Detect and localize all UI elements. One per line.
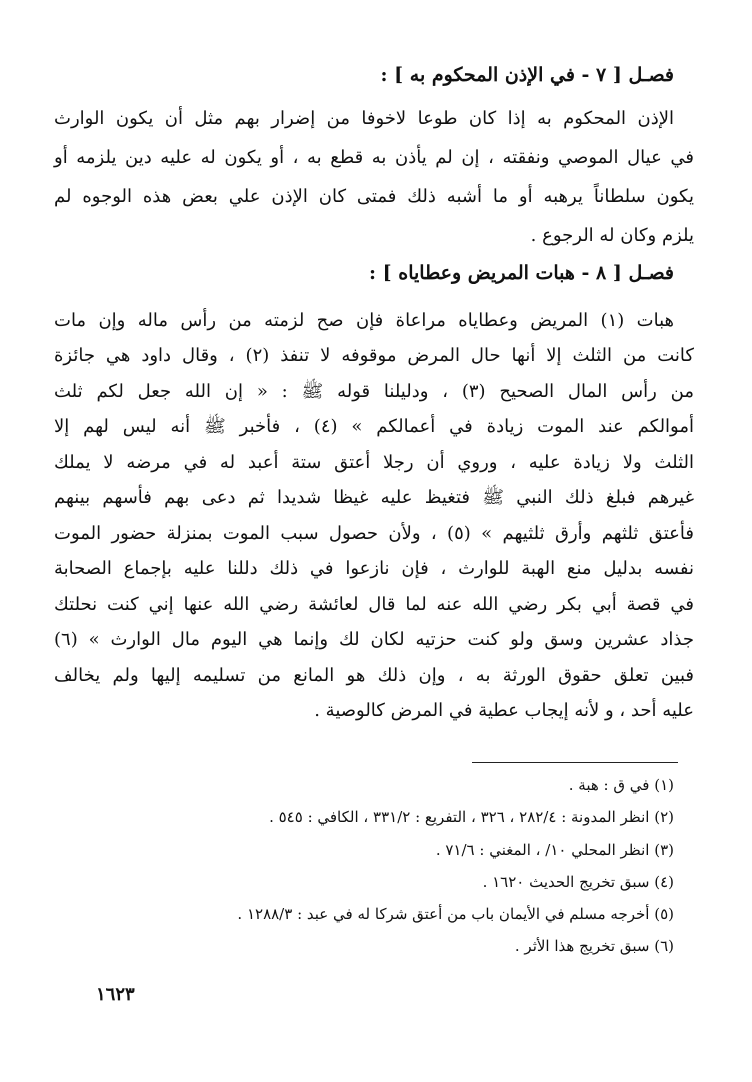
footnote-6: (٦) سبق تخريج هذا الأثر . [514,937,674,955]
section-7-line-1: الإذن المحكوم به إذا كان طوعا لاخوفا من إضرار بهم مثل أن يكون الوارث [54,108,674,129]
section-8-line-1: هبات (١) المريض وعطاياه مراعاة فإن صح لزمته من رأس ماله وإن مات [54,310,674,331]
section-8-line-6: غيرهم فبلغ ذلك النبي ﷺ فتغيظ عليه غيظا شديدا ثم دعى بهم فأسهم بينهم [54,487,694,508]
section-8-line-3: من رأس المال الصحيح (٣) ، ودليلنا قوله ﷺ : « إن الله جعل لكم ثلث [54,381,695,402]
section-7-line-4: يلزم وكان له الرجوع . [530,225,694,246]
section-8-line-4: أموالكم عند الموت زيادة في أعمالكم » (٤) ، فأخبر ﷺ أنه ليس لهم إلا [54,416,694,437]
section-8-line-12: عليه أحد ، و لأنه إيجاب عطية في المرض كالوصية . [314,700,694,721]
footnote-separator [472,762,678,763]
section-8-line-9: في قصة أبي بكر رضي الله عنه لما قال لعائشة رضي الله عنها إني كنت نحلتك [54,594,694,615]
section-8-line-8: نفسه بدليل منع الهبة للوارث ، فإن نازعوا في ذلك دللنا عليه بإجماع الصحابة [54,558,694,579]
section-8-line-2: كانت من الثلث إلا أنها حال المرض موقوفه لا تنفذ (٢) ، وقال داود هي جائزة [54,345,694,366]
section-8-line-10: جذاد عشرين وسق ولو كنت حزتيه لكان لك وإنما هي اليوم مال الوارث » (٦) [54,629,694,650]
footnote-4: (٤) سبق تخريج الحديث ١٦٢٠ . [482,873,674,891]
footnote-1: (١) في ق : هبة . [568,776,674,794]
section-7-line-3: يكون سلطاناً يرهبه أو ما أشبه ذلك فمتى كان الإذن علي بعض هذه الوجوه لم [54,186,694,207]
section-7-line-2: في عيال الموصي ونفقته ، إن لم يأذن به قطع به ، أو يكون له عليه دين يلزمه أو [54,147,694,168]
footnote-2: (٢) انظر المدونة : ٢٨٢/٤ ، ٣٢٦ ، التفريع : ٣٣١/٢ ، الكافي : ٥٤٥ . [269,808,674,826]
section-8-line-7: فأعتق ثلثهم وأرق ثلثيهم » (٥) ، ولأن حصول سبب الموت بمنزلة حضور الموت [54,523,694,544]
footnote-3: (٣) انظر المحلي ١٠/ ، المغني : ٧١/٦ . [435,841,674,859]
section-8-line-11: فبين تعلق حقوق الورثة به ، وإن ذلك هو المانع من تسليمه إليها ولم يخالف [54,665,694,686]
section-8-line-5: الثلث ولا زيادة عليه ، وروي أن رجلا أعتق ستة أعبد له في مرضه لا يملك [54,452,694,473]
page-number: ١٦٢٣ [96,984,135,1005]
section-heading-8: فصـل [ ٨ - هبات المريض وعطاياه ] : [369,262,674,284]
footnote-5: (٥) أخرجه مسلم في الأيمان باب من أعتق شركا له في عبد : ١٢٨٨/٣ . [237,905,674,923]
section-heading-7: فصـل [ ٧ - في الإذن المحكوم به ] : [380,64,674,86]
